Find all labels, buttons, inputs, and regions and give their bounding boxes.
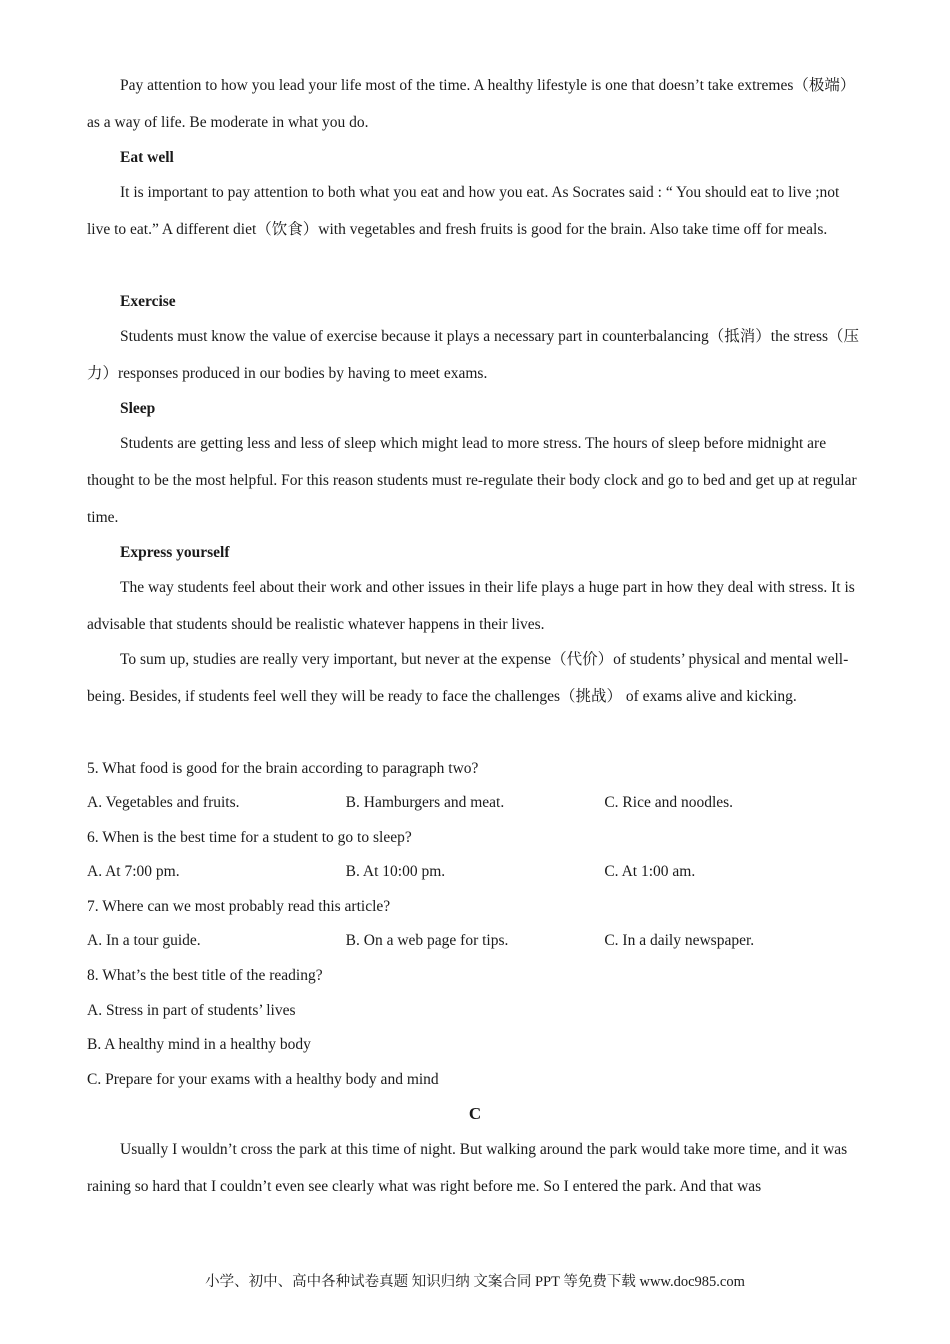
exercise-heading-block: [87, 292, 863, 312]
option-7a: A. In a tour guide.: [87, 932, 201, 949]
express-heading: Express yourself: [120, 544, 230, 561]
exercise-text: Students must know the value of exercise because it plays a necessary part in counterbalancing（抵消）the stress（压力）responses produced in our bodies by having to meet exams.: [87, 328, 860, 382]
section-c-paragraph: [87, 1131, 863, 1205]
conclusion-text: To sum up, studies are really very important, but never at the expense（代价）of students’ physical and mental well-being. Besides, if students feel well they will be ready to face the challenges（挑战） of exams alive and kicking.: [87, 651, 849, 705]
section-c-heading: C: [468, 1104, 482, 1123]
eat-well-paragraph: [87, 174, 863, 248]
sleep-text: Students are getting less and less of sleep which might lead to more stress. The hours of sleep before midnight are thought to be the most helpful. For this reason students must re-regulate their body clock and go to bed and get up at regular time.: [87, 435, 857, 526]
question-7-text: 7. Where can we most probably read this article?: [87, 898, 391, 915]
question-6-options: [87, 862, 863, 882]
question-8: [87, 966, 863, 986]
question-7: [87, 897, 863, 917]
express-text: The way students feel about their work and other issues in their life plays a huge part in how they deal with stress. It is advisable that students should be realistic whatever happens in their lives.: [87, 579, 855, 633]
question-8-text: 8. What’s the best title of the reading?: [87, 967, 323, 984]
section-c-text: Usually I wouldn’t cross the park at this time of night. But walking around the park would take more time, and it was raining so hard that I couldn’t even see clearly what was right before me. So I entered the park. And that was: [87, 1141, 848, 1195]
sleep-paragraph: [87, 425, 863, 536]
sleep-heading-block: [87, 399, 863, 419]
eat-well-heading-block: [87, 148, 863, 168]
question-8-option-c: [87, 1070, 863, 1090]
conclusion-paragraph: [87, 641, 863, 715]
option-6a: A. At 7:00 pm.: [87, 863, 180, 880]
option-8b: B. A healthy mind in a healthy body: [87, 1036, 311, 1053]
option-7b: B. On a web page for tips.: [345, 932, 509, 949]
question-6-text: 6. When is the best time for a student to go to sleep?: [87, 829, 412, 846]
eat-well-heading: Eat well: [120, 149, 174, 166]
option-7c: C. In a daily newspaper.: [604, 932, 755, 949]
section-c-heading-block: [87, 1104, 863, 1124]
express-paragraph: [87, 569, 863, 643]
question-5-options: [87, 793, 863, 813]
option-5b: B. Hamburgers and meat.: [345, 794, 505, 811]
question-7-options: [87, 931, 863, 951]
option-6b: B. At 10:00 pm.: [345, 863, 446, 880]
question-6: [87, 828, 863, 848]
intro-paragraph: [87, 67, 863, 141]
option-8c: C. Prepare for your exams with a healthy body and mind: [87, 1071, 439, 1088]
question-8-option-b: [87, 1035, 863, 1055]
option-6c: C. At 1:00 am.: [604, 863, 696, 880]
page-footer: 小学、初中、高中各种试卷真题 知识归纳 文案合同 PPT 等免费下载 www.doc985.com: [205, 1274, 745, 1290]
question-5-text: 5. What food is good for the brain according to paragraph two?: [87, 760, 479, 777]
question-8-option-a: [87, 1001, 863, 1021]
option-5a: A. Vegetables and fruits.: [87, 794, 240, 811]
exercise-heading: Exercise: [120, 293, 176, 310]
sleep-heading: Sleep: [120, 400, 156, 417]
option-5c: C. Rice and noodles.: [604, 794, 734, 811]
exercise-paragraph: [87, 318, 863, 392]
eat-well-text: It is important to pay attention to both what you eat and how you eat. As Socrates said : “ You should eat to live ;not live to eat.” A different diet（饮食）with vegetables and fresh fruits is good for the brain. Also take time off for meals.: [87, 184, 840, 238]
express-heading-block: [87, 543, 863, 563]
question-5: [87, 759, 863, 779]
intro-text: Pay attention to how you lead your life most of the time. A healthy lifestyle is one that doesn’t take extremes（极端）as a way of life. Be moderate in what you do.: [87, 77, 856, 131]
option-8a: A. Stress in part of students’ lives: [87, 1002, 296, 1019]
